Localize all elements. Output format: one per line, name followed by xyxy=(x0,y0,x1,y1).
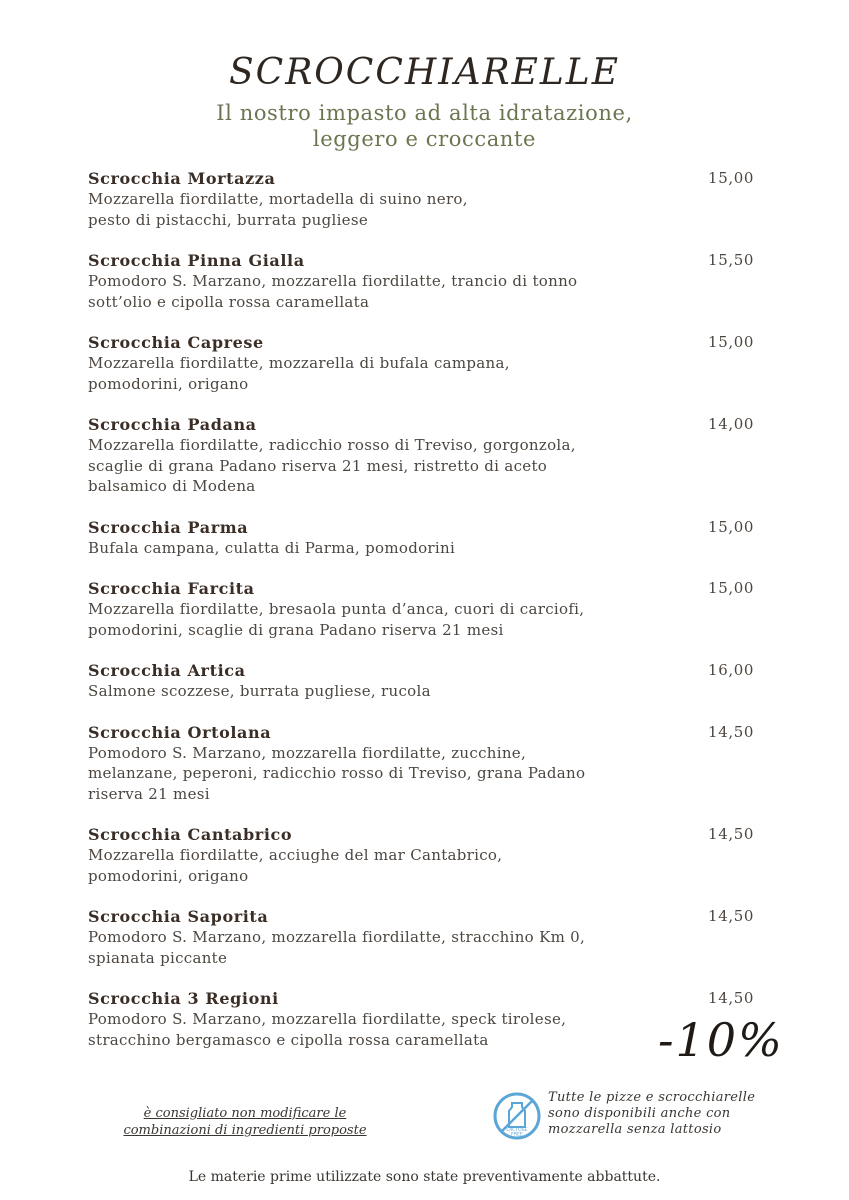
item-name: Scrocchia Pinna Gialla xyxy=(88,251,305,270)
footer-note: Le materie prime utilizzate sono state preventivamente abbattute. xyxy=(188,1169,661,1185)
note-line: mozzarella senza lattosio xyxy=(548,1122,722,1137)
discount-label: -10% xyxy=(658,1013,784,1067)
description-line: scaglie di grana Padano riserva 21 mesi, ristretto di aceto xyxy=(88,456,548,475)
item-name: Scrocchia 3 Regioni xyxy=(88,989,279,1008)
subtitle-line: Il nostro impasto ad alta idratazione, xyxy=(216,101,633,125)
menu-item xyxy=(88,517,760,559)
item-description xyxy=(88,681,678,702)
menu-item xyxy=(88,660,760,702)
item-price: 14,50 xyxy=(708,825,754,843)
description-line: Mozzarella fiordilatte, radicchio rosso di Treviso, gorgonzola, xyxy=(88,436,576,454)
lactose-free-icon xyxy=(493,1092,541,1140)
description-line: riserva 21 mesi xyxy=(88,784,210,803)
description-line: balsamico di Modena xyxy=(88,477,256,495)
item-name: Scrocchia Parma xyxy=(88,517,249,537)
menu-item xyxy=(88,906,760,968)
description-line: Pomodoro S. Marzano, mozzarella fiordilatte, zucchine, xyxy=(88,743,527,762)
menu-item xyxy=(88,414,760,497)
item-description xyxy=(88,538,678,559)
item-price: 15,50 xyxy=(708,251,754,269)
item-price: 15,00 xyxy=(708,579,754,597)
description-line: pomodorini, origano xyxy=(88,374,249,393)
note-line: Tutte le pizze e scrocchiarelle xyxy=(548,1090,756,1105)
description-line: pesto di pistacchi, burrata pugliese xyxy=(88,210,369,229)
lactose-note xyxy=(548,1090,788,1138)
item-name: Scrocchia Padana xyxy=(88,415,257,434)
item-description xyxy=(88,189,678,230)
description-line: Bufala campana, culatta di Parma, pomodorini xyxy=(88,538,456,557)
ingredients-note xyxy=(100,1105,390,1139)
note-line: combinazioni di ingredienti proposte xyxy=(123,1123,367,1138)
description-line: pomodorini, origano xyxy=(88,866,249,885)
item-price: 15,00 xyxy=(708,517,754,536)
item-description xyxy=(88,271,678,312)
item-name: Scrocchia Saporita xyxy=(88,907,269,926)
menu-title: SCROCCHIARELLE xyxy=(228,52,620,93)
description-line: spianata piccante xyxy=(88,948,228,967)
item-price: 14,50 xyxy=(708,907,754,925)
note-line: sono disponibili anche con xyxy=(548,1106,731,1121)
item-price: 15,00 xyxy=(708,169,754,187)
item-description xyxy=(88,599,678,640)
menu-item xyxy=(88,250,760,312)
icon-text: FREE xyxy=(511,1132,523,1138)
item-description xyxy=(88,743,678,805)
menu-item xyxy=(88,168,760,230)
item-name: Scrocchia Mortazza xyxy=(88,169,276,188)
item-name: Scrocchia Farcita xyxy=(88,579,255,598)
description-line: Salmone scozzese, burrata pugliese, rucola xyxy=(88,682,431,700)
description-line: Mozzarella fiordilatte, mortadella di suino nero, xyxy=(88,190,468,208)
description-line: Mozzarella fiordilatte, acciughe del mar Cantabrico, xyxy=(88,846,503,864)
description-line: stracchino bergamasco e cipolla rossa caramellata xyxy=(88,1030,489,1049)
item-name: Scrocchia Artica xyxy=(88,661,246,680)
description-line: Mozzarella fiordilatte, bresaola punta d’anca, cuori di carciofi, xyxy=(88,600,585,618)
item-price: 14,50 xyxy=(708,722,754,741)
item-description xyxy=(88,1009,678,1050)
item-price: 15,00 xyxy=(708,333,754,351)
note-line: è consigliato non modificare le xyxy=(143,1106,347,1121)
item-description xyxy=(88,353,678,394)
item-description xyxy=(88,435,678,497)
menu-item xyxy=(88,578,760,640)
description-line: Mozzarella fiordilatte, mozzarella di bufala campana, xyxy=(88,354,510,372)
item-name: Scrocchia Cantabrico xyxy=(88,825,293,844)
description-line: Pomodoro S. Marzano, mozzarella fiordilatte, trancio di tonno xyxy=(88,272,578,290)
item-name: Scrocchia Ortolana xyxy=(88,722,272,742)
item-price: 16,00 xyxy=(708,661,754,679)
description-line: melanzane, peperoni, radicchio rosso di Treviso, grana Padano xyxy=(88,764,586,782)
menu-subtitle xyxy=(0,100,849,152)
item-description xyxy=(88,927,678,968)
item-description xyxy=(88,845,678,886)
menu-item xyxy=(88,824,760,886)
description-line: sott’olio e cipolla rossa caramellata xyxy=(88,292,370,311)
menu-item xyxy=(88,722,760,805)
icon-text: LACTOSE xyxy=(506,1128,528,1133)
item-price: 14,50 xyxy=(708,989,754,1007)
description-line: Pomodoro S. Marzano, mozzarella fiordilatte, stracchino Km 0, xyxy=(88,928,586,946)
description-line: Pomodoro S. Marzano, mozzarella fiordilatte, speck tirolese, xyxy=(88,1010,567,1028)
item-name: Scrocchia Caprese xyxy=(88,333,264,352)
menu-items-list xyxy=(88,168,760,1070)
item-price: 14,00 xyxy=(708,415,754,433)
description-line: pomodorini, scaglie di grana Padano riserva 21 mesi xyxy=(88,620,504,639)
subtitle-line: leggero e croccante xyxy=(312,127,537,151)
menu-item xyxy=(88,332,760,394)
